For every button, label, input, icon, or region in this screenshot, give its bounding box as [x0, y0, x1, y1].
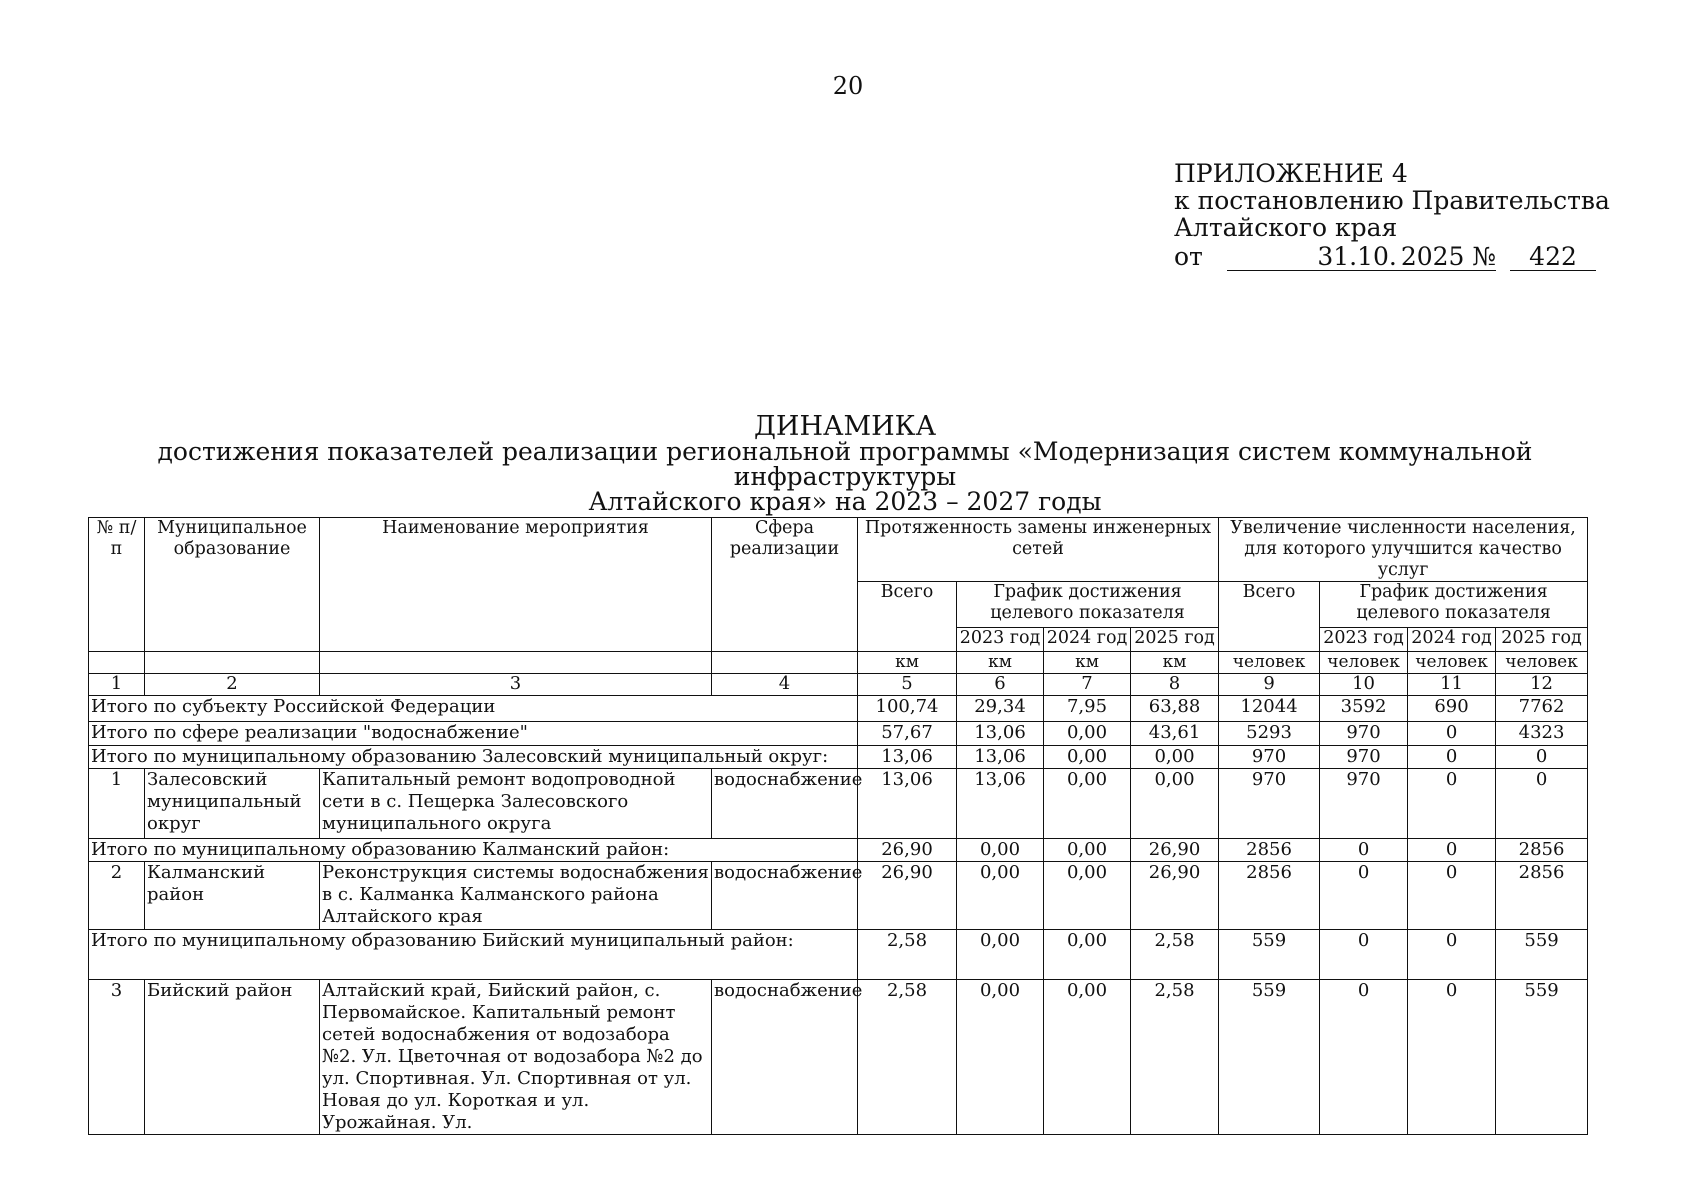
- unit-people: человек: [1219, 652, 1320, 674]
- appendix-line-3: Алтайского края: [1174, 213, 1398, 242]
- value-cell: 690: [1408, 696, 1496, 722]
- value-cell: 0,00: [1044, 746, 1131, 769]
- event-name: Алтайский край, Бийский район, с. Первомайское. Капитальный ремонт сетей водоснабжения от водозабора №2. Ул. Цветочная от водозабора №2 до ул. Спортивная. Ул. Спортивная от ул. Новая до ул. Короткая и ул. Урожайная. Ул.: [320, 980, 712, 1135]
- value-cell: 2856: [1219, 862, 1320, 930]
- appendix-title: ПРИЛОЖЕНИЕ 4: [1174, 159, 1408, 188]
- value-cell: 26,90: [1131, 862, 1219, 930]
- value-cell: 0: [1320, 930, 1408, 980]
- unit-people: человек: [1320, 652, 1408, 674]
- value-cell: 559: [1496, 930, 1588, 980]
- row-number: 3: [89, 980, 145, 1135]
- value-cell: 0: [1496, 769, 1588, 839]
- value-cell: 26,90: [1131, 839, 1219, 862]
- table-row: [89, 769, 1588, 839]
- value-cell: 0,00: [957, 980, 1044, 1135]
- value-cell: 26,90: [858, 862, 957, 930]
- value-cell: 2,58: [1131, 930, 1219, 980]
- value-cell: 0: [1408, 980, 1496, 1135]
- title-subtitle-2: Алтайского края» на 2023 – 2027 годы: [588, 487, 1102, 516]
- unit-km: км: [957, 652, 1044, 674]
- value-cell: 29,34: [957, 696, 1044, 722]
- column-number: 8: [1131, 674, 1219, 696]
- column-number: 3: [320, 674, 712, 696]
- value-cell: 0,00: [1044, 862, 1131, 930]
- table-total-row: [89, 839, 1588, 862]
- value-cell: 13,06: [957, 746, 1044, 769]
- municipality: Калманский район: [145, 862, 320, 930]
- value-cell: 2,58: [1131, 980, 1219, 1135]
- header-length-2023: 2023 год: [957, 628, 1044, 652]
- table-body: [89, 696, 1588, 1135]
- table-total-row: [89, 746, 1588, 769]
- header-pop-2025: 2025 год: [1496, 628, 1588, 652]
- municipality: Залесовский муниципальный округ: [145, 769, 320, 839]
- value-cell: 0: [1408, 746, 1496, 769]
- table-row: [89, 980, 1588, 1135]
- total-label: Итого по муниципальному образованию Залесовский муниципальный округ:: [89, 746, 858, 769]
- title-main: ДИНАМИКА: [753, 411, 937, 442]
- unit-cell-empty: [320, 652, 712, 674]
- value-cell: 970: [1219, 746, 1320, 769]
- header-pop-2023: 2023 год: [1320, 628, 1408, 652]
- table-total-row: [89, 696, 1588, 722]
- header-pop-2024: 2024 год: [1408, 628, 1496, 652]
- value-cell: 63,88: [1131, 696, 1219, 722]
- header-length-2024: 2024 год: [1044, 628, 1131, 652]
- value-cell: 559: [1219, 930, 1320, 980]
- header-municipality: Муниципальное образование: [145, 518, 320, 652]
- value-cell: 2856: [1496, 862, 1588, 930]
- total-label: Итого по субъекту Российской Федерации: [89, 696, 858, 722]
- header-pop-total: Всего: [1219, 582, 1320, 652]
- header-length-group: Протяженность замены инженерных сетей: [858, 518, 1219, 582]
- value-cell: 0: [1320, 862, 1408, 930]
- document-title: [90, 411, 1600, 516]
- title-subtitle-1: достижения показателей реализации региональной программы «Модернизация систем коммунальной инфраструктуры: [157, 437, 1533, 491]
- page-number: 20: [832, 72, 864, 100]
- column-number: 6: [957, 674, 1044, 696]
- value-cell: 26,90: [858, 839, 957, 862]
- value-cell: 0: [1320, 980, 1408, 1135]
- column-number: 9: [1219, 674, 1320, 696]
- unit-km: км: [1044, 652, 1131, 674]
- value-cell: 559: [1219, 980, 1320, 1135]
- dynamics-table: [88, 517, 1588, 1135]
- value-cell: 7762: [1496, 696, 1588, 722]
- column-number: 4: [712, 674, 858, 696]
- year-number-label: 2025 №: [1400, 242, 1497, 271]
- column-number: 2: [145, 674, 320, 696]
- column-number: 5: [858, 674, 957, 696]
- total-label: Итого по сфере реализации "водоснабжение": [89, 722, 858, 746]
- row-number: 2: [89, 862, 145, 930]
- value-cell: 970: [1320, 722, 1408, 746]
- value-cell: 0,00: [1044, 722, 1131, 746]
- date-value: 31.10.: [1227, 244, 1401, 271]
- table-total-row: [89, 722, 1588, 746]
- value-cell: 970: [1219, 769, 1320, 839]
- value-cell: 13,06: [858, 746, 957, 769]
- value-cell: 5293: [1219, 722, 1320, 746]
- value-cell: 12044: [1219, 696, 1320, 722]
- value-cell: 43,61: [1131, 722, 1219, 746]
- header-length-total: Всего: [858, 582, 957, 652]
- value-cell: 13,06: [957, 769, 1044, 839]
- value-cell: 0,00: [957, 930, 1044, 980]
- sphere: водоснабжение: [712, 862, 858, 930]
- value-cell: 0: [1408, 839, 1496, 862]
- decree-number: 422: [1510, 244, 1596, 271]
- appendix-stamp: [1174, 160, 1644, 271]
- date-prefix: от: [1174, 242, 1203, 271]
- header-event-name: Наименование мероприятия: [320, 518, 712, 652]
- value-cell: 2,58: [858, 980, 957, 1135]
- column-number: 10: [1320, 674, 1408, 696]
- value-cell: 0: [1408, 930, 1496, 980]
- value-cell: 2856: [1219, 839, 1320, 862]
- unit-km: км: [858, 652, 957, 674]
- value-cell: 0,00: [1044, 839, 1131, 862]
- column-number: 11: [1408, 674, 1496, 696]
- value-cell: 7,95: [1044, 696, 1131, 722]
- value-cell: 0,00: [1044, 769, 1131, 839]
- event-name: Реконструкция системы водоснабжения в с. Калманка Калманского района Алтайского края: [320, 862, 712, 930]
- value-cell: 0,00: [1044, 930, 1131, 980]
- value-cell: 0: [1408, 862, 1496, 930]
- value-cell: 0,00: [957, 839, 1044, 862]
- appendix-line-2: к постановлению Правительства: [1174, 186, 1610, 215]
- appendix-date-row: [1174, 243, 1644, 271]
- column-number: 7: [1044, 674, 1131, 696]
- table-row: [89, 862, 1588, 930]
- column-number: 12: [1496, 674, 1588, 696]
- value-cell: 0: [1320, 839, 1408, 862]
- value-cell: 100,74: [858, 696, 957, 722]
- value-cell: 0,00: [957, 862, 1044, 930]
- municipality: Бийский район: [145, 980, 320, 1135]
- event-name: Капитальный ремонт водопроводной сети в с. Пещерка Залесовского муниципального округа: [320, 769, 712, 839]
- unit-people: человек: [1408, 652, 1496, 674]
- value-cell: 4323: [1496, 722, 1588, 746]
- value-cell: 0: [1408, 722, 1496, 746]
- total-label: Итого по муниципальному образованию Бийский муниципальный район:: [89, 930, 858, 980]
- value-cell: 13,06: [858, 769, 957, 839]
- row-number: 1: [89, 769, 145, 839]
- value-cell: 2,58: [858, 930, 957, 980]
- value-cell: 970: [1320, 746, 1408, 769]
- total-label: Итого по муниципальному образованию Калманский район:: [89, 839, 858, 862]
- value-cell: 13,06: [957, 722, 1044, 746]
- unit-cell-empty: [145, 652, 320, 674]
- unit-people: человек: [1496, 652, 1588, 674]
- unit-cell-empty: [712, 652, 858, 674]
- value-cell: 559: [1496, 980, 1588, 1135]
- value-cell: 0,00: [1131, 746, 1219, 769]
- sphere: водоснабжение: [712, 980, 858, 1135]
- unit-cell-empty: [89, 652, 145, 674]
- header-num: № п/п: [89, 518, 145, 652]
- sphere: водоснабжение: [712, 769, 858, 839]
- value-cell: 0: [1408, 769, 1496, 839]
- table-total-row: [89, 930, 1588, 980]
- value-cell: 0: [1496, 746, 1588, 769]
- value-cell: 970: [1320, 769, 1408, 839]
- value-cell: 0,00: [1044, 980, 1131, 1135]
- header-population-group: Увеличение численности населения, для которого улучшится качество услуг: [1219, 518, 1588, 582]
- value-cell: 0,00: [1131, 769, 1219, 839]
- header-length-schedule: График достижения целевого показателя: [957, 582, 1219, 628]
- column-number: 1: [89, 674, 145, 696]
- value-cell: 2856: [1496, 839, 1588, 862]
- header-sphere: Сфера реализации: [712, 518, 858, 652]
- header-length-2025: 2025 год: [1131, 628, 1219, 652]
- value-cell: 57,67: [858, 722, 957, 746]
- value-cell: 3592: [1320, 696, 1408, 722]
- unit-km: км: [1131, 652, 1219, 674]
- header-pop-schedule: График достижения целевого показателя: [1320, 582, 1588, 628]
